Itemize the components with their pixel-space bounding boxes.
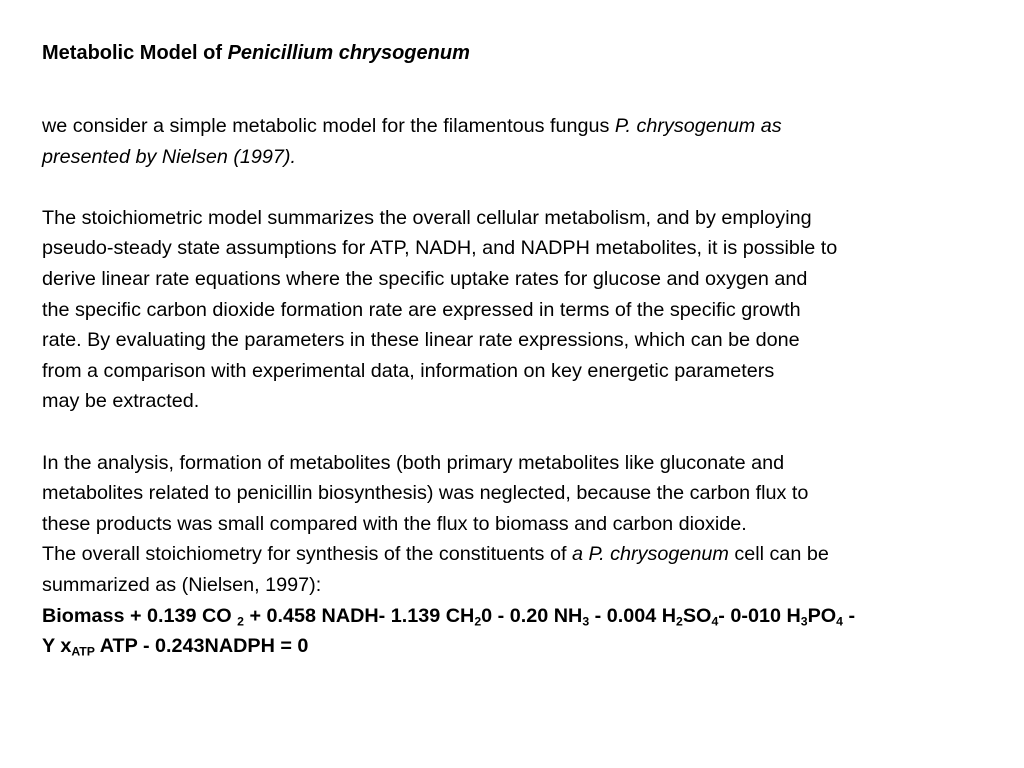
para2-line: derive linear rate equations where the specific uptake rates for glucose and oxygen and bbox=[42, 267, 808, 290]
slide-body bbox=[42, 111, 992, 662]
eq-subscript: 2 bbox=[237, 613, 244, 628]
eq-subscript: 2 bbox=[676, 613, 683, 628]
title-italic-species: Penicillium chrysogenum bbox=[227, 42, 470, 64]
para2-line: pseudo-steady state assumptions for ATP, NADH, and NADPH metabolites, it is possible to bbox=[42, 237, 838, 260]
eq-part: - 0.004 H bbox=[589, 604, 677, 627]
eq-part: Biomass + 0.139 CO bbox=[42, 604, 238, 627]
para2-line: from a comparison with experimental data, information on key energetic parameters bbox=[42, 359, 775, 382]
para2-line: may be extracted. bbox=[42, 390, 200, 413]
eq-part: - bbox=[843, 604, 856, 627]
eq-subscript: 3 bbox=[582, 613, 590, 628]
eq-subscript: ATP bbox=[71, 644, 95, 659]
para4-text-a: The overall stoichiometry for synthesis of the constituents of bbox=[42, 543, 572, 566]
para1-italic: P. chrysogenum as bbox=[614, 115, 782, 137]
eq-subscript: 3 bbox=[800, 613, 808, 628]
para3-line: metabolites related to penicillin biosynthesis) was neglected, because the carbon flux to bbox=[42, 482, 809, 505]
eq-part: ATP - 0.243NADPH = 0 bbox=[94, 635, 309, 658]
para3-line: these products was small compared with the flux to biomass and carbon dioxide. bbox=[42, 512, 747, 535]
eq-part: Y x bbox=[42, 635, 72, 658]
title-regular: Metabolic Model of bbox=[42, 42, 228, 64]
para4-line-1 bbox=[42, 539, 992, 570]
equation-line-2 bbox=[42, 631, 992, 662]
equation-line-1 bbox=[42, 601, 992, 632]
paragraph-gap bbox=[42, 417, 992, 448]
slide-title bbox=[42, 40, 470, 66]
eq-part: - 0-010 H bbox=[718, 604, 801, 627]
eq-part: SO bbox=[682, 604, 712, 627]
para4-text-b: cell can be bbox=[728, 543, 829, 566]
eq-part: PO bbox=[807, 604, 837, 627]
para4-line-2: summarized as (Nielsen, 1997): bbox=[42, 573, 322, 596]
para2-line: rate. By evaluating the parameters in these linear rate expressions, which can be done bbox=[42, 329, 800, 352]
eq-subscript: 2 bbox=[474, 613, 482, 628]
para1-text: we consider a simple metabolic model for the filamentous fungus bbox=[42, 115, 615, 137]
para2-line: The stoichiometric model summarizes the overall cellular metabolism, and by employing bbox=[42, 206, 812, 229]
para1-italic-citation: presented by Nielsen (1997). bbox=[42, 145, 297, 168]
eq-part: + 0.458 NADH- 1.139 CH bbox=[244, 604, 475, 627]
para2-line: the specific carbon dioxide formation rate are expressed in terms of the specific growth bbox=[42, 298, 801, 321]
eq-subscript: 4 bbox=[711, 613, 719, 628]
para1-line-2 bbox=[42, 142, 992, 173]
paragraph-gap bbox=[42, 172, 992, 203]
para4-italic: a P. chrysogenum bbox=[571, 543, 729, 566]
para3-line: In the analysis, formation of metabolites (both primary metabolites like gluconate and bbox=[42, 451, 785, 474]
eq-part: 0 - 0.20 NH bbox=[481, 604, 583, 627]
eq-subscript: 4 bbox=[836, 613, 843, 628]
para1-line-1 bbox=[42, 111, 992, 142]
